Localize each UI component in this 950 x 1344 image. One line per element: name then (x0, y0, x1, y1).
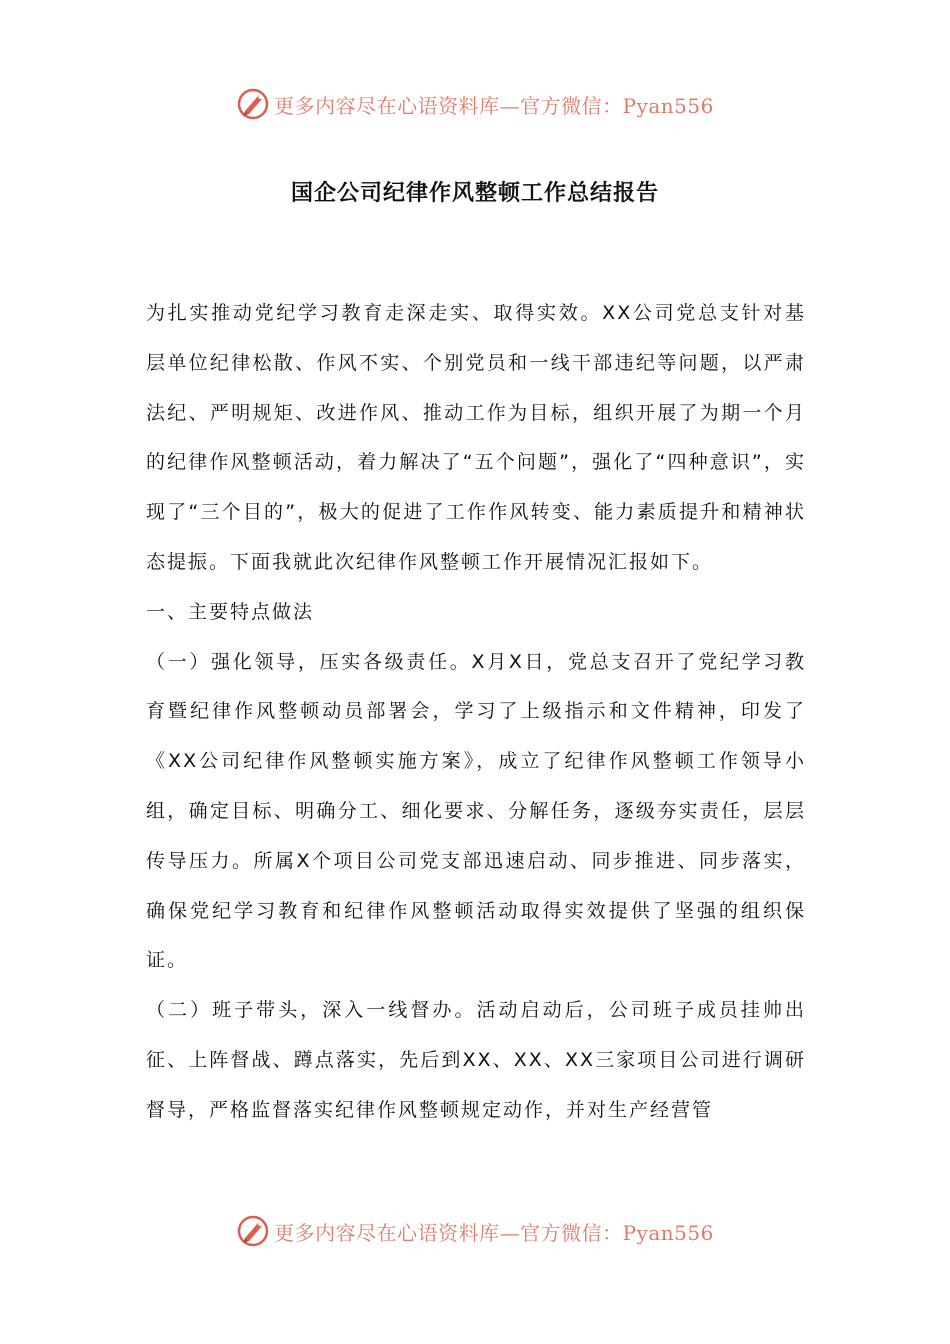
body-paragraph: （一）强化领导，压实各级责任。X月X日，党总支召开了党纪学习教育暨纪律作风整顿动员部署会，学习了上级指示和文件精神，印发了《XX公司纪律作风整顿实施方案》，成立了纪律作风整顿工作领导小组，确定目标、明确分工、细化要求、分解任务，逐级夯实责任，层层传导压力。所属X个项目公司党支部迅速启动、同步推进、同步落实，确保党纪学习教育和纪律作风整顿活动取得实效提供了坚强的组织保证。 (146, 650, 806, 972)
body-paragraph: （二）班子带头，深入一线督办。活动启动后，公司班子成员挂帅出征、上阵督战、蹲点落实，先后到XX、XX、XX三家项目公司进行调研督导，严格监督落实纪律作风整顿规定动作，并对生产经营管 (146, 999, 806, 1121)
document-title: 国企公司纪律作风整顿工作总结报告 (290, 181, 659, 206)
document-body (146, 289, 806, 1136)
intro-paragraph: 为扎实推动党纪学习教育走深走实、取得实效。XX公司党总支针对基层单位纪律松散、作风不实、个别党员和一线干部违纪等问题，以严肃法纪、严明规矩、改进作风、推动工作为目标，组织开展了为期一个月的纪律作风整顿活动，着力解决了“五个问题”，强化了“四种意识”，实现了“三个目的”，极大的促进了工作作风转变、能力素质提升和精神状态提振。下面我就此次纪律作风整顿工作开展情况汇报如下。 (146, 302, 806, 573)
header-watermark-banner (0, 82, 950, 126)
pen-seal-icon (236, 87, 270, 121)
pen-seal-icon (236, 1214, 270, 1248)
header-watermark-text: 更多内容尽在心语资料库—官方微信：Pyan556 (274, 93, 714, 118)
section-heading: 一、主要特点做法 (146, 600, 315, 623)
footer-watermark-text: 更多内容尽在心语资料库—官方微信：Pyan556 (274, 1220, 714, 1245)
footer-watermark-banner (0, 1209, 950, 1253)
